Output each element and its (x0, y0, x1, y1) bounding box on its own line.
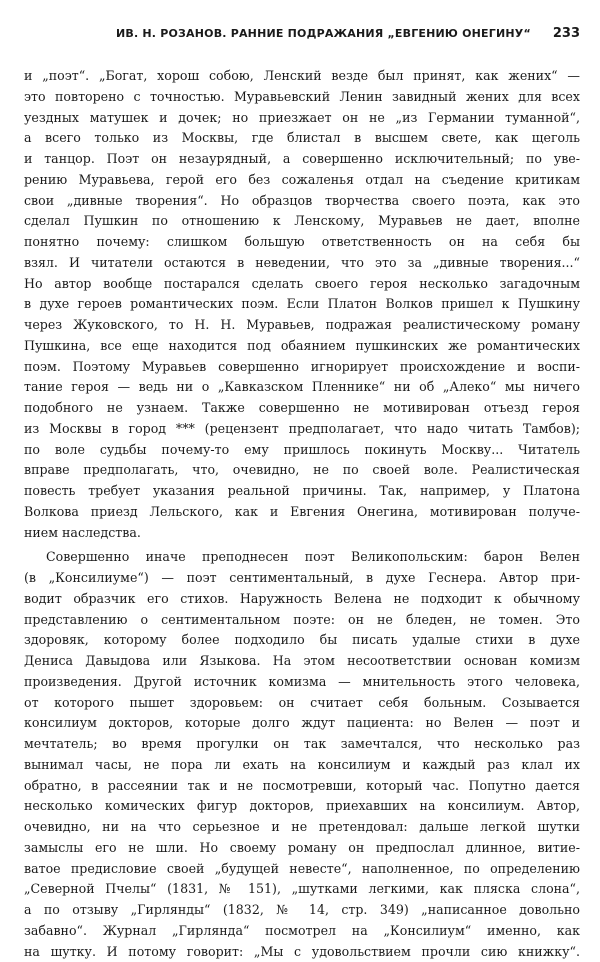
text-line: забавно“. Журнал „Гирлянда“ посмотрел на „Консилиум“ именно, как (24, 921, 580, 942)
text-line: замыслы его не шли. Но своему роману он предпослал длинное, витие- (24, 838, 580, 859)
text-line: и „поэт“. „Богат, хорош собою, Ленский везде был принят, как жених“ — (24, 66, 580, 87)
text-line: на шутку. И потому говорит: „Мы с удовольствием прочли сию книжку“. (24, 942, 580, 962)
text-line: здоровяк, которому более подходило бы писать удалые стихи в духе (24, 630, 580, 651)
text-line: поэм. Поэтому Муравьев совершенно игнорирует происхождение и воспи- (24, 357, 580, 378)
text-line: обратно, в рассеянии так и не посмотревши, который час. Попутно дается (24, 776, 580, 797)
text-line: консилиум докторов, которые долго ждут пациента: но Велен — поэт и (24, 713, 580, 734)
text-line: тание героя — ведь ни о „Кавказском Пленнике“ ни об „Алеко“ мы ничего (24, 377, 580, 398)
text-line: нием наследства. (24, 523, 580, 544)
body-text (24, 66, 580, 962)
page-header (24, 26, 580, 56)
text-line: по воле судьбы почему-то ему пришлось покинуть Москву... Читатель (24, 440, 580, 461)
text-line: повесть требует указания реальной причины. Так, например, у Платона (24, 481, 580, 502)
text-line: в духе героев романтических поэм. Если Платон Волков пришел к Пушкину (24, 294, 580, 315)
text-line: ватое предисловие своей „будущей невесте“, наполненное, по определению (24, 859, 580, 880)
text-line: рению Муравьева, герой его без сожаленья отдал на съедение критикам (24, 170, 580, 191)
text-line: это повторено с точностью. Муравьевский Ленин завидный жених для всех (24, 87, 580, 108)
text-line: взял. И читатели остаются в неведении, что это за „дивные творения...“ (24, 253, 580, 274)
text-line: Дениса Давыдова или Языкова. На этом несоответствии основан комизм (24, 651, 580, 672)
running-head: ИВ. Н. РОЗАНОВ. РАННИЕ ПОДРАЖАНИЯ „ЕВГЕНИЮ ОНЕГИНУ“ (116, 27, 531, 40)
text-line: через Жуковского, то Н. Н. Муравьев, подражая реалистическому роману (24, 315, 580, 336)
text-line: вынимал часы, не пора ли ехать на консилиум и каждый раз клал их (24, 755, 580, 776)
text-line: очевидно, ни на что серьезное и не претендовал: дальше легкой шутки (24, 817, 580, 838)
text-line: Совершенно иначе преподнесен поэт Великопольским: барон Велен (24, 547, 580, 568)
text-line: сделал Пушкин по отношению к Ленскому, Муравьев не дает, вполне (24, 211, 580, 232)
text-line: „Северной Пчелы“ (1831, № 151), „шутками легкими, как пляска слона“, (24, 879, 580, 900)
paragraph-1 (24, 66, 580, 543)
text-line: представлению о сентиментальном поэте: он не бледен, не томен. Это (24, 610, 580, 631)
text-line: произведения. Другой источник комизма — мнительность этого человека, (24, 672, 580, 693)
text-line: а по отзыву „Гирлянды“ (1832, № 14, стр. 349) „написанное довольно (24, 900, 580, 921)
page-number: 233 (553, 26, 580, 41)
text-line: а всего только из Москвы, где блистал в высшем свете, как щеголь (24, 128, 580, 149)
text-line: уездных матушек и дочек; но приезжает он не „из Германии туманной“, (24, 108, 580, 129)
paragraph-2 (24, 547, 580, 962)
book-page (24, 26, 580, 962)
text-line: и танцор. Поэт он незаурядный, а совершенно исключительный; по уве- (24, 149, 580, 170)
text-line: водит образчик его стихов. Наружность Велена не подходит к обычному (24, 589, 580, 610)
text-line: Пушкина, все еще находится под обаянием пушкинских же романтических (24, 336, 580, 357)
text-line: понятно почему: слишком большую ответственность он на себя бы (24, 232, 580, 253)
text-line: свои „дивные творения“. Но образцов творчества своего поэта, как это (24, 191, 580, 212)
text-line: Волкова приезд Лельского, как и Евгения Онегина, мотивирован получе- (24, 502, 580, 523)
text-line: от которого пышет здоровьем: он считает себя больным. Созывается (24, 693, 580, 714)
text-line: вправе предполагать, что, очевидно, не по своей воле. Реалистическая (24, 460, 580, 481)
text-line: из Москвы в город *** (рецензент предполагает, что надо читать Тамбов); (24, 419, 580, 440)
text-line: мечтатель; во время прогулки он так замечтался, что несколько раз (24, 734, 580, 755)
text-line: несколько комических фигур докторов, приехавших на консилиум. Автор, (24, 796, 580, 817)
text-line: подобного не узнаем. Также совершенно не мотивирован отъезд героя (24, 398, 580, 419)
text-line: Но автор вообще постарался сделать своего героя несколько загадочным (24, 274, 580, 295)
text-line: (в „Консилиуме“) — поэт сентиментальный, в духе Геснера. Автор при- (24, 568, 580, 589)
